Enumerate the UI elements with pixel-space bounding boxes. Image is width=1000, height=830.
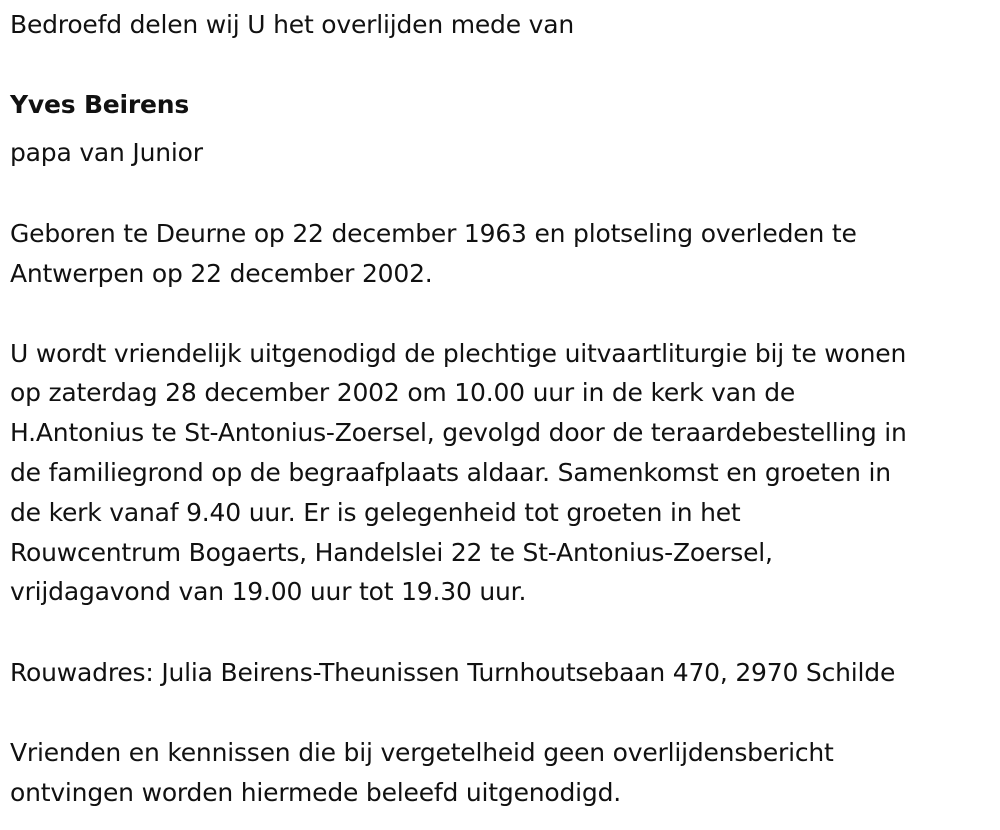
closing-line-2: ontvingen worden hiermede beleefd uitgenodigd. (10, 778, 621, 807)
intro-text: Bedroefd delen wij U het overlijden mede van (10, 10, 575, 39)
deceased-name: Yves Beirens (10, 90, 190, 119)
funeral-line-2: op zaterdag 28 december 2002 om 10.00 uur in de kerk van de (10, 378, 796, 407)
funeral-line-4: de familiegrond op de begraafplaats aldaar. Samenkomst en groeten in (10, 458, 891, 487)
funeral-line-7: vrijdagavond van 19.00 uur tot 19.30 uur. (10, 577, 527, 606)
closing-line-1: Vrienden en kennissen die bij vergetelheid geen overlijdensbericht (10, 738, 834, 767)
relation-text: papa van Junior (10, 138, 203, 167)
funeral-line-1: U wordt vriendelijk uitgenodigd de plechtige uitvaartliturgie bij te wonen (10, 339, 907, 368)
mourning-address: Rouwadres: Julia Beirens-Theunissen Turnhoutsebaan 470, 2970 Schilde (10, 658, 896, 687)
funeral-line-3: H.Antonius te St-Antonius-Zoersel, gevolgd door de teraardebestelling in (10, 418, 907, 447)
funeral-line-6: Rouwcentrum Bogaerts, Handelslei 22 te St-Antonius-Zoersel, (10, 538, 773, 567)
funeral-line-5: de kerk vanaf 9.40 uur. Er is gelegenheid tot groeten in het (10, 498, 741, 527)
birth-death-line-1: Geboren te Deurne op 22 december 1963 en plotseling overleden te (10, 219, 857, 248)
birth-death-line-2: Antwerpen op 22 december 2002. (10, 259, 433, 288)
